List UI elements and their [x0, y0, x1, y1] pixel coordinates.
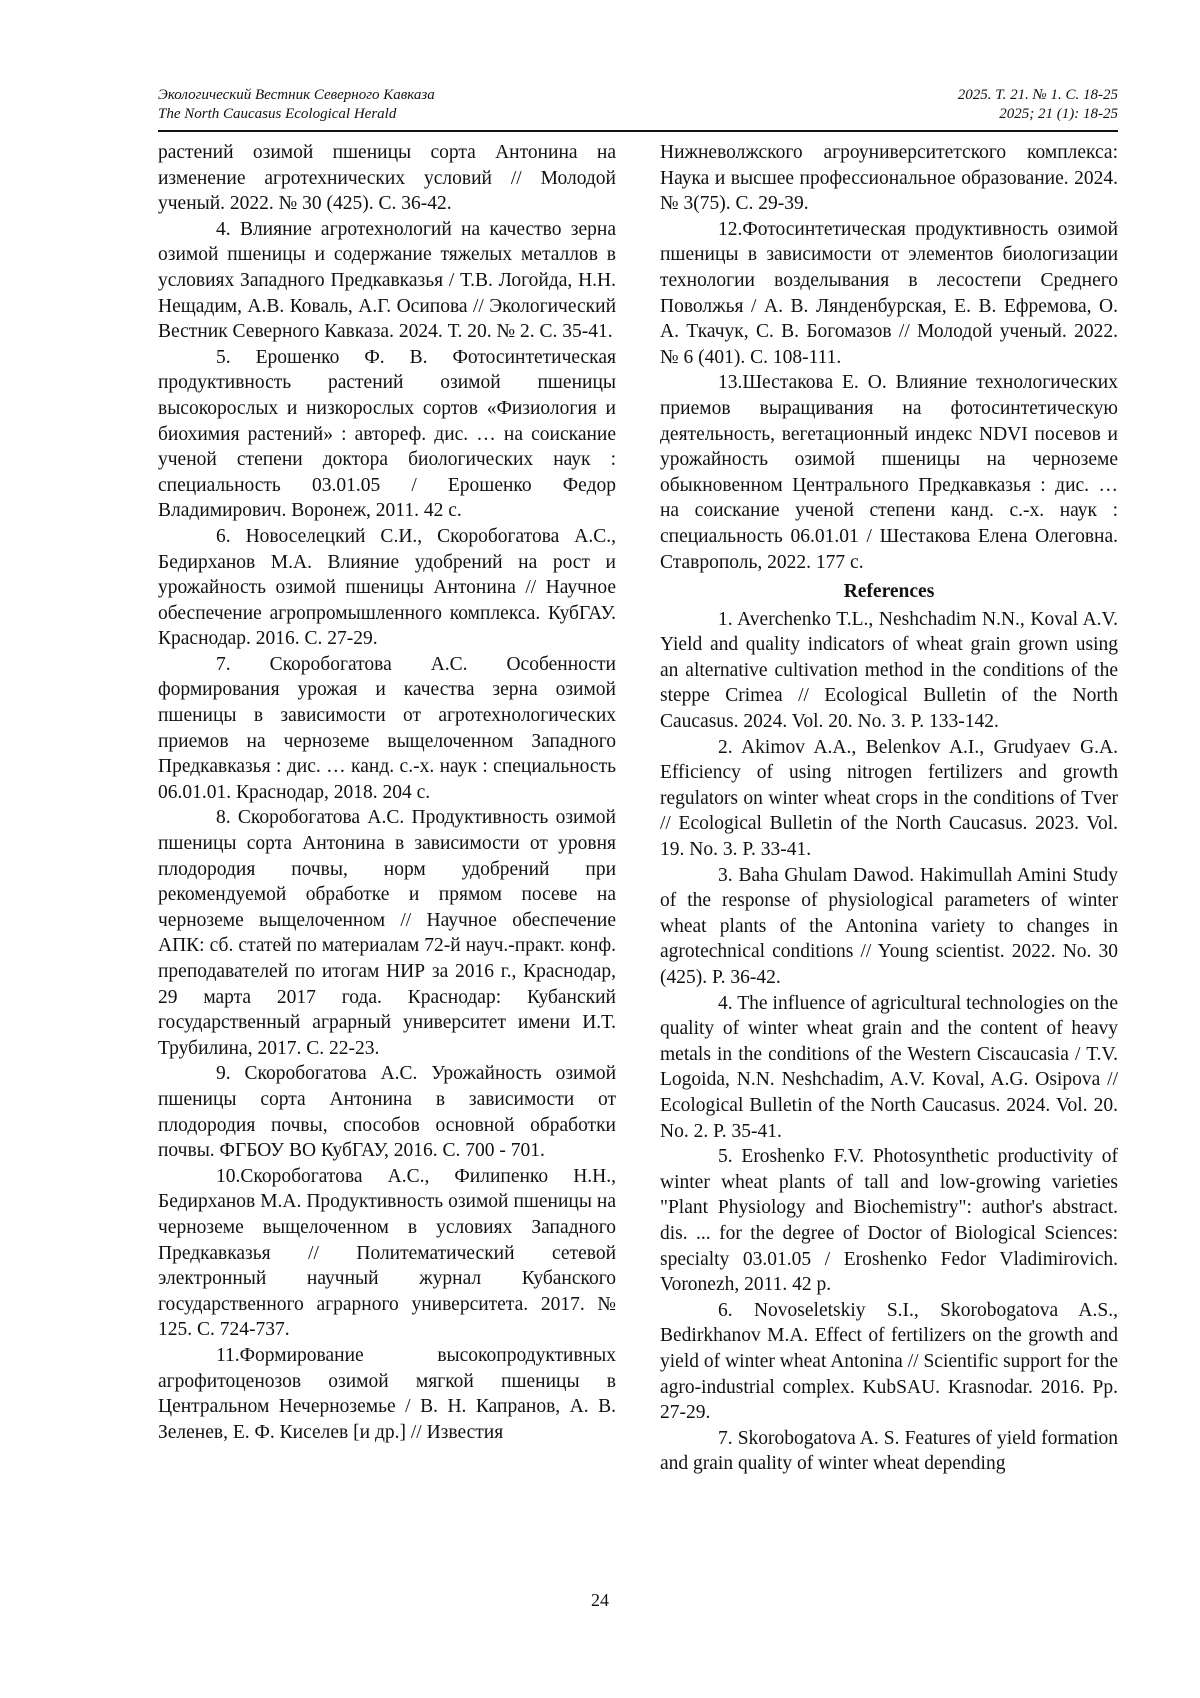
issue-info-ru: 2025. Т. 21. № 1. С. 18-25 — [957, 87, 1118, 103]
left-column — [158, 140, 616, 1445]
reference-entry-en: 2. Akimov A.A., Belenkov A.I., Grudyaev G.A. Efficiency of using nitrogen fertilizers and growth regulators on winter wheat crops in the conditions of Tver // Ecological Bulletin of the North Caucasus. 2023. Vol. 19. No. 3. P. 33-41. — [660, 736, 1118, 861]
reference-entry: 5. Ерошенко Ф. В. Фотосинтетическая продуктивность растений озимой пшеницы высокорослых и низкорослых сортов «Физиология и биохимия растений» : автореф. дис. … на соискание ученой степени доктора биологических наук : специальность 03.01.05 / Ерошенко Федор Владимирович. Воронеж, 2011. 42 с. — [158, 346, 616, 522]
reference-entry: 8. Скоробогатова А.С. Продуктивность озимой пшеницы сорта Антонина в зависимости от уровня плодородия почвы, норм удобрений при рекомендуемой обработке и прямом посеве на черноземе выщелоченном // Научное обеспечение АПК: сб. статей по материалам 72-й науч.-практ. конф. преподавателей по итогам НИР за 2016 г., Краснодар, 29 марта 2017 года. Краснодар: Кубанский государственный аграрный университет имени И.Т. Трубилина, 2017. С. 22-23. — [158, 807, 616, 1059]
header-row-ru — [158, 86, 1118, 105]
reference-entry: растений озимой пшеницы сорта Антонина на изменение агротехнических условий // Молодой ученый. 2022. № 30 (425). С. 36-42. — [158, 142, 616, 215]
header-row-en — [158, 105, 1118, 124]
references-heading: References — [843, 581, 935, 603]
reference-entry: 12.Фотосинтетическая продуктивность озимой пшеницы в зависимости от элементов биологизации технологии возделывания в лесостепи Среднего Поволжья / А. В. Лянденбурская, Е. В. Ефремова, О. А. Ткачук, С. В. Богомазов // Молодой ученый. 2022. № 6 (401). С. 108-111. — [660, 218, 1118, 368]
reference-entry-en: 4. The influence of agricultural technologies on the quality of winter wheat grain and the content of heavy metals in the conditions of the Western Ciscaucasia / T.V. Logoida, N.N. Neshchadim, A.V. Koval, A.G. Osipova // Ecological Bulletin of the North Caucasus. 2024. Vol. 20. No. 2. P. 35-41. — [660, 992, 1118, 1142]
reference-entry: 13.Шестакова Е. О. Влияние технологических приемов выращивания на фотосинтетическую деятельность, вегетационный индекс NDVI посевов и урожайность озимой пшеницы на черноземе обыкновенном Центрального Предкавказья : дис. … на соискание ученой степени канд. с.-х. наук : специальность 06.01.01 / Шестакова Елена Олеговна. Ставрополь, 2022. 177 с. — [660, 372, 1118, 573]
page-number: 24 — [591, 1590, 609, 1610]
issue-info-en: 2025; 21 (1): 18-25 — [999, 106, 1118, 122]
reference-entry: 4. Влияние агротехнологий на качество зерна озимой пшеницы и содержание тяжелых металлов в условиях Западного Предкавказья / Т.В. Логойда, Н.Н. Нещадим, А.В. Коваль, А.Г. Осипова // Экологический Вестник Северного Кавказа. 2024. Т. 20. № 2. С. 35-41. — [158, 218, 616, 343]
reference-entry: 9. Скоробогатова А.С. Урожайность озимой пшеницы сорта Антонина в зависимости от плодородия почвы, способов основной обработки почвы. ФГБОУ ВО КубГАУ, 2016. С. 700 - 701. — [158, 1063, 616, 1162]
reference-entry: 7. Скоробогатова А.С. Особенности формирования урожая и качества зерна озимой пшеницы в зависимости от агротехнологических приемов на черноземе выщелоченном Западного Предкавказья : дис. … канд. с.-х. наук : специальность 06.01.01. Краснодар, 2018. 204 с. — [158, 653, 616, 803]
reference-entry-en: 5. Eroshenko F.V. Photosynthetic productivity of winter wheat plants of tall and low-growing varieties "Plant Physiology and Biochemistry": author's abstract. dis. ... for the degree of Doctor of Biological Sciences: specialty 03.01.05 / Eroshenko Fedor Vladimirovich. Voronezh, 2011. 42 p. — [660, 1146, 1118, 1296]
journal-title-en: The North Caucasus Ecological Herald — [158, 106, 397, 122]
journal-title-ru: Экологический Вестник Северного Кавказа — [158, 87, 435, 103]
reference-entry-en: 3. Baha Ghulam Dawod. Hakimullah Amini Study of the response of physiological parameters of winter wheat plants of the Antonina variety to changes in agrotechnical conditions // Young scientist. 2022. No. 30 (425). P. 36-42. — [660, 864, 1118, 988]
running-header — [158, 86, 1118, 124]
reference-entry: 6. Новоселецкий С.И., Скоробогатова А.С., Бедирханов М.А. Влияние удобрений на рост и урожайность озимой пшеницы Антонина // Научное обеспечение агропромышленного комплекса. КубГАУ. Краснодар. 2016. С. 27-29. — [158, 525, 616, 650]
header-divider — [158, 130, 1118, 132]
reference-entry-en: 7. Skorobogatova A. S. Features of yield formation and grain quality of winter wheat depending — [660, 1427, 1118, 1475]
reference-entry-en: 6. Novoseletskiy S.I., Skorobogatova A.S., Bedirkhanov M.A. Effect of fertilizers on the growth and yield of winter wheat Antonina // Scientific support for the agro-industrial complex. KubSAU. Krasnodar. 2016. Pp. 27-29. — [660, 1299, 1118, 1424]
reference-entry: 11.Формирование высокопродуктивных агрофитоценозов озимой мягкой пшеницы в Центральном Нечерноземье / В. Н. Капранов, А. В. Зеленев, Е. Ф. Киселев [и др.] // Известия — [158, 1344, 616, 1443]
reference-entry: Нижневолжского агроуниверситетского комплекса: Наука и высшее профессиональное образование. 2024. № 3(75). С. 29-39. — [660, 142, 1118, 215]
reference-entry: 10.Скоробогатова А.С., Филипенко Н.Н., Бедирханов М.А. Продуктивность озимой пшеницы на черноземе выщелоченном в условиях Западного Предкавказья // Политематический сетевой электронный научный журнал Кубанского государственного аграрного университета. 2017. № 125. С. 724-737. — [158, 1165, 616, 1341]
reference-entry-en: 1. Averchenko T.L., Neshchadim N.N., Koval A.V. Yield and quality indicators of wheat grain grown using an alternative cultivation method in the conditions of the steppe Crimea // Ecological Bulletin of the North Caucasus. 2024. Vol. 20. No. 3. P. 133-142. — [660, 608, 1118, 733]
right-column — [660, 140, 1118, 1477]
